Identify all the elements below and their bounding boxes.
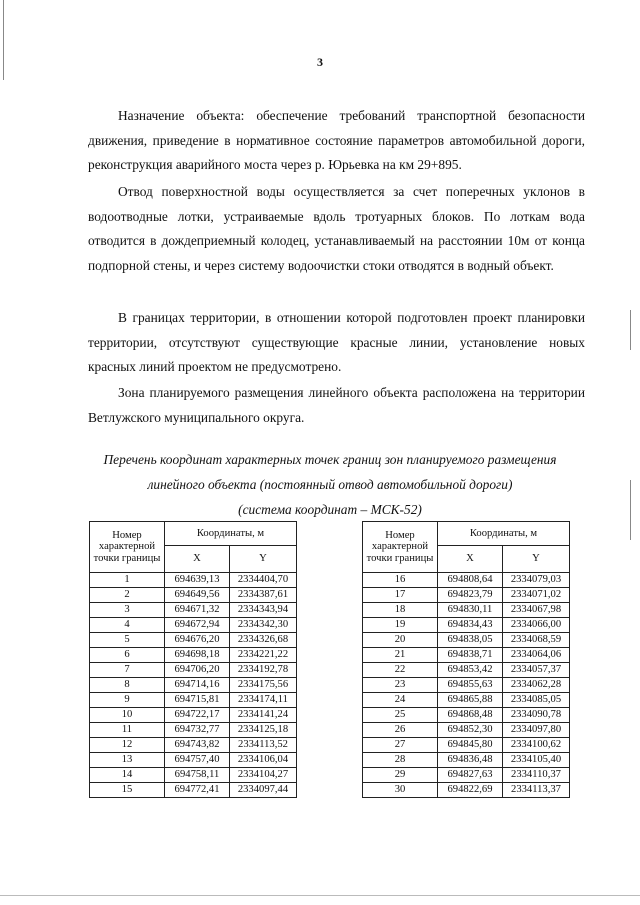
header-x: X <box>438 546 503 573</box>
point-number-cell: 14 <box>90 768 165 783</box>
table-row <box>90 738 297 753</box>
point-number-cell: 12 <box>90 738 165 753</box>
header-coordinates: Координаты, м <box>165 522 297 546</box>
x-coordinate-cell: 694732,77 <box>165 723 230 738</box>
x-coordinate-cell: 694836,48 <box>438 753 503 768</box>
y-coordinate-cell: 2334105,40 <box>503 753 570 768</box>
table-row <box>363 723 570 738</box>
point-number-cell: 17 <box>363 588 438 603</box>
table-row <box>90 618 297 633</box>
coordinates-table-left <box>89 521 297 798</box>
y-coordinate-cell: 2334062,28 <box>503 678 570 693</box>
point-number-cell: 11 <box>90 723 165 738</box>
x-coordinate-cell: 694743,82 <box>165 738 230 753</box>
y-coordinate-cell: 2334192,78 <box>230 663 297 678</box>
x-coordinate-cell: 694714,16 <box>165 678 230 693</box>
point-number-cell: 9 <box>90 693 165 708</box>
y-coordinate-cell: 2334097,44 <box>230 783 297 798</box>
point-number-cell: 3 <box>90 603 165 618</box>
y-coordinate-cell: 2334106,04 <box>230 753 297 768</box>
x-coordinate-cell: 694868,48 <box>438 708 503 723</box>
x-coordinate-cell: 694823,79 <box>438 588 503 603</box>
x-coordinate-cell: 694845,80 <box>438 738 503 753</box>
point-number-cell: 15 <box>90 783 165 798</box>
point-number-cell: 21 <box>363 648 438 663</box>
point-number-cell: 18 <box>363 603 438 618</box>
header-y: Y <box>230 546 297 573</box>
y-coordinate-cell: 2334066,00 <box>503 618 570 633</box>
paragraph-drainage: Отвод поверхностной воды осуществляется за счет поперечных уклонов в водоотводные лотки, устраиваемые вдоль тротуарных блоков. По лоткам вода отводится в дождеприемный колодец, устанавливаемый на расстоянии 10м от конца подпорной стены, и через систему водоочистки стоки отводятся в водный объект. <box>88 184 585 273</box>
y-coordinate-cell: 2334141,24 <box>230 708 297 723</box>
table-row <box>90 633 297 648</box>
y-coordinate-cell: 2334067,98 <box>503 603 570 618</box>
table-row <box>363 768 570 783</box>
table-row <box>90 723 297 738</box>
x-coordinate-cell: 694649,56 <box>165 588 230 603</box>
table-row <box>363 708 570 723</box>
y-coordinate-cell: 2334071,02 <box>503 588 570 603</box>
table-row <box>90 648 297 663</box>
header-x: X <box>165 546 230 573</box>
point-number-cell: 8 <box>90 678 165 693</box>
y-coordinate-cell: 2334175,56 <box>230 678 297 693</box>
scan-edge-mark <box>630 310 631 350</box>
paragraph-zone: Зона планируемого размещения линейного объекта расположена на территории Ветлужского муниципального округа. <box>88 385 585 425</box>
point-number-cell: 26 <box>363 723 438 738</box>
y-coordinate-cell: 2334174,11 <box>230 693 297 708</box>
y-coordinate-cell: 2334113,37 <box>503 783 570 798</box>
point-number-cell: 6 <box>90 648 165 663</box>
y-coordinate-cell: 2334110,37 <box>503 768 570 783</box>
table-row <box>363 603 570 618</box>
table-row <box>90 753 297 768</box>
table-row <box>363 648 570 663</box>
point-number-cell: 5 <box>90 633 165 648</box>
table-row <box>90 588 297 603</box>
point-number-cell: 27 <box>363 738 438 753</box>
x-coordinate-cell: 694671,32 <box>165 603 230 618</box>
x-coordinate-cell: 694698,18 <box>165 648 230 663</box>
y-coordinate-cell: 2334057,37 <box>503 663 570 678</box>
x-coordinate-cell: 694830,11 <box>438 603 503 618</box>
point-number-cell: 24 <box>363 693 438 708</box>
y-coordinate-cell: 2334100,62 <box>503 738 570 753</box>
y-coordinate-cell: 2334068,59 <box>503 633 570 648</box>
table-row <box>90 663 297 678</box>
table-row <box>90 603 297 618</box>
x-coordinate-cell: 694757,40 <box>165 753 230 768</box>
header-point-number: Номер характерной точки границы <box>90 522 165 573</box>
y-coordinate-cell: 2334342,30 <box>230 618 297 633</box>
y-coordinate-cell: 2334090,78 <box>503 708 570 723</box>
header-point-number: Номер характерной точки границы <box>363 522 438 573</box>
point-number-cell: 28 <box>363 753 438 768</box>
y-coordinate-cell: 2334097,80 <box>503 723 570 738</box>
y-coordinate-cell: 2334404,70 <box>230 573 297 588</box>
header-y: Y <box>503 546 570 573</box>
point-number-cell: 29 <box>363 768 438 783</box>
x-coordinate-cell: 694834,43 <box>438 618 503 633</box>
table-row <box>90 708 297 723</box>
y-coordinate-cell: 2334085,05 <box>503 693 570 708</box>
table-row <box>90 573 297 588</box>
header-coordinates: Координаты, м <box>438 522 570 546</box>
x-coordinate-cell: 694639,13 <box>165 573 230 588</box>
y-coordinate-cell: 2334387,61 <box>230 588 297 603</box>
point-number-cell: 2 <box>90 588 165 603</box>
point-number-cell: 7 <box>90 663 165 678</box>
table-row <box>363 738 570 753</box>
table-row <box>363 663 570 678</box>
point-number-cell: 13 <box>90 753 165 768</box>
x-coordinate-cell: 694672,94 <box>165 618 230 633</box>
paragraph-purpose: Назначение объекта: обеспечение требований транспортной безопасности движения, приведение в нормативное состояние параметров автомобильной дороги, реконструкция аварийного моста через р. Юрьевка на км 29+895. <box>88 108 585 173</box>
point-number-cell: 25 <box>363 708 438 723</box>
point-number-cell: 22 <box>363 663 438 678</box>
point-number-cell: 30 <box>363 783 438 798</box>
table-row <box>363 633 570 648</box>
y-coordinate-cell: 2334221,22 <box>230 648 297 663</box>
y-coordinate-cell: 2334343,94 <box>230 603 297 618</box>
table-row <box>363 753 570 768</box>
x-coordinate-cell: 694838,05 <box>438 633 503 648</box>
page-number: 3 <box>317 55 323 69</box>
y-coordinate-cell: 2334079,03 <box>503 573 570 588</box>
x-coordinate-cell: 694722,17 <box>165 708 230 723</box>
table-row <box>363 618 570 633</box>
y-coordinate-cell: 2334104,27 <box>230 768 297 783</box>
point-number-cell: 19 <box>363 618 438 633</box>
x-coordinate-cell: 694715,81 <box>165 693 230 708</box>
scan-edge-mark <box>0 895 640 896</box>
x-coordinate-cell: 694853,42 <box>438 663 503 678</box>
paragraph-red-lines: В границах территории, в отношении которой подготовлен проект планировки территории, отсутствуют существующие красные линии, установление новых красных линий проектом не предусмотрено. <box>88 310 585 375</box>
x-coordinate-cell: 694758,11 <box>165 768 230 783</box>
x-coordinate-cell: 694808,64 <box>438 573 503 588</box>
table-row <box>90 783 297 798</box>
table-caption-line-2: линейного объекта (постоянный отвод автомобильной дороги) <box>147 477 513 492</box>
y-coordinate-cell: 2334064,06 <box>503 648 570 663</box>
point-number-cell: 23 <box>363 678 438 693</box>
table-row <box>363 588 570 603</box>
table-row <box>90 768 297 783</box>
table-caption-line-3: (система координат – МСК-52) <box>238 502 422 517</box>
table-row <box>363 693 570 708</box>
x-coordinate-cell: 694772,41 <box>165 783 230 798</box>
y-coordinate-cell: 2334125,18 <box>230 723 297 738</box>
point-number-cell: 16 <box>363 573 438 588</box>
x-coordinate-cell: 694852,30 <box>438 723 503 738</box>
x-coordinate-cell: 694822,69 <box>438 783 503 798</box>
table-row <box>90 678 297 693</box>
point-number-cell: 1 <box>90 573 165 588</box>
x-coordinate-cell: 694706,20 <box>165 663 230 678</box>
coordinates-table-right <box>362 521 570 798</box>
table-row <box>363 678 570 693</box>
point-number-cell: 10 <box>90 708 165 723</box>
y-coordinate-cell: 2334113,52 <box>230 738 297 753</box>
table-row <box>363 573 570 588</box>
point-number-cell: 4 <box>90 618 165 633</box>
table-row <box>363 783 570 798</box>
x-coordinate-cell: 694827,63 <box>438 768 503 783</box>
y-coordinate-cell: 2334326,68 <box>230 633 297 648</box>
table-row <box>90 693 297 708</box>
scan-edge-mark <box>630 480 631 540</box>
x-coordinate-cell: 694838,71 <box>438 648 503 663</box>
point-number-cell: 20 <box>363 633 438 648</box>
table-caption-line-1: Перечень координат характерных точек границ зон планируемого размещения <box>103 452 557 467</box>
x-coordinate-cell: 694676,20 <box>165 633 230 648</box>
x-coordinate-cell: 694855,63 <box>438 678 503 693</box>
x-coordinate-cell: 694865,88 <box>438 693 503 708</box>
